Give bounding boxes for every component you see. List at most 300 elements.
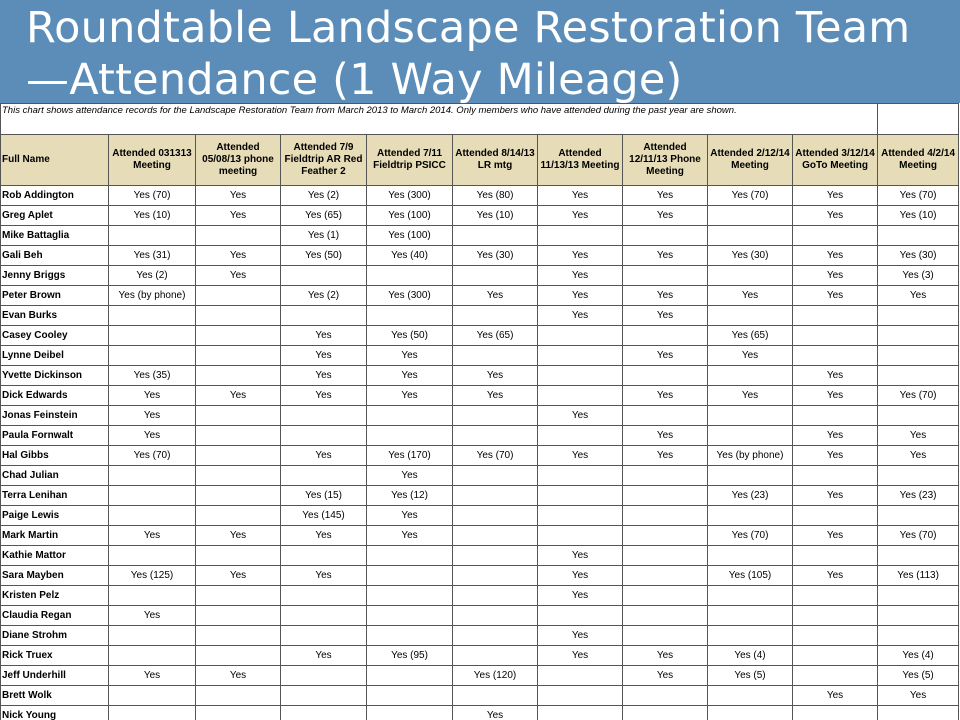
attendance-cell xyxy=(196,626,281,646)
table-row xyxy=(1,606,959,626)
column-header: Full Name xyxy=(1,135,109,186)
attendance-cell: Yes xyxy=(453,366,538,386)
attendance-cell: Yes xyxy=(281,326,367,346)
attendance-cell xyxy=(538,346,623,366)
attendance-cell: Yes (10) xyxy=(878,206,959,226)
attendance-cell: Yes xyxy=(367,526,453,546)
attendance-cell: Yes xyxy=(623,346,708,366)
attendance-cell xyxy=(708,366,793,386)
table-row xyxy=(1,366,959,386)
attendance-cell xyxy=(196,306,281,326)
attendance-cell: Yes xyxy=(538,646,623,666)
attendance-cell: Yes xyxy=(793,426,878,446)
attendance-cell: Yes xyxy=(623,306,708,326)
attendance-cell xyxy=(793,706,878,720)
attendance-cell: Yes (12) xyxy=(367,486,453,506)
attendance-cell: Yes (125) xyxy=(109,566,196,586)
attendance-cell: Yes (100) xyxy=(367,226,453,246)
attendance-cell xyxy=(453,526,538,546)
table-row xyxy=(1,546,959,566)
attendance-cell xyxy=(281,306,367,326)
attendance-cell xyxy=(367,306,453,326)
table-row xyxy=(1,286,959,306)
attendance-cell: Yes (70) xyxy=(109,446,196,466)
attendance-cell: Yes (30) xyxy=(708,246,793,266)
attendance-cell xyxy=(538,466,623,486)
attendance-cell xyxy=(109,546,196,566)
attendance-cell xyxy=(878,346,959,366)
attendance-cell xyxy=(538,686,623,706)
column-header: Attended 11/13/13 Meeting xyxy=(538,135,623,186)
table-row xyxy=(1,266,959,286)
attendance-cell xyxy=(793,666,878,686)
attendance-cell xyxy=(538,506,623,526)
attendance-cell xyxy=(538,486,623,506)
attendance-cell: Yes xyxy=(793,526,878,546)
attendance-cell: Yes xyxy=(281,526,367,546)
attendance-cell: Yes (5) xyxy=(878,666,959,686)
attendance-cell: Yes xyxy=(109,666,196,686)
member-name-cell: Rob Addington xyxy=(1,186,109,206)
attendance-cell xyxy=(708,586,793,606)
attendance-cell xyxy=(453,306,538,326)
attendance-cell: Yes (65) xyxy=(708,326,793,346)
attendance-cell: Yes xyxy=(623,186,708,206)
table-body xyxy=(1,104,959,720)
attendance-cell xyxy=(196,646,281,666)
member-name-cell: Diane Strohm xyxy=(1,626,109,646)
attendance-cell xyxy=(708,266,793,286)
attendance-cell xyxy=(281,466,367,486)
header-row xyxy=(1,135,959,186)
attendance-cell xyxy=(196,586,281,606)
attendance-cell xyxy=(109,626,196,646)
attendance-cell xyxy=(708,406,793,426)
attendance-cell: Yes (113) xyxy=(878,566,959,586)
attendance-cell xyxy=(453,686,538,706)
table-row xyxy=(1,586,959,606)
attendance-cell: Yes xyxy=(623,206,708,226)
attendance-cell: Yes (by phone) xyxy=(708,446,793,466)
attendance-cell: Yes xyxy=(878,426,959,446)
member-name-cell: Rick Truex xyxy=(1,646,109,666)
attendance-cell: Yes xyxy=(281,566,367,586)
attendance-cell: Yes xyxy=(793,446,878,466)
attendance-cell xyxy=(196,686,281,706)
attendance-cell xyxy=(623,366,708,386)
attendance-cell: Yes (4) xyxy=(878,646,959,666)
attendance-cell xyxy=(708,206,793,226)
member-name-cell: Brett Wolk xyxy=(1,686,109,706)
attendance-cell: Yes (70) xyxy=(708,526,793,546)
member-name-cell: Dick Edwards xyxy=(1,386,109,406)
attendance-cell: Yes xyxy=(793,266,878,286)
attendance-cell xyxy=(196,286,281,306)
attendance-cell: Yes (170) xyxy=(367,446,453,466)
attendance-cell xyxy=(878,706,959,720)
attendance-cell xyxy=(453,466,538,486)
attendance-cell xyxy=(367,626,453,646)
attendance-cell xyxy=(109,586,196,606)
member-name-cell: Nick Young xyxy=(1,706,109,720)
attendance-cell: Yes (35) xyxy=(109,366,196,386)
attendance-cell: Yes (70) xyxy=(708,186,793,206)
member-name-cell: Paula Fornwalt xyxy=(1,426,109,446)
attendance-cell: Yes (105) xyxy=(708,566,793,586)
attendance-cell: Yes xyxy=(196,666,281,686)
attendance-cell xyxy=(367,566,453,586)
attendance-cell xyxy=(367,686,453,706)
attendance-cell xyxy=(281,706,367,720)
attendance-cell: Yes xyxy=(793,486,878,506)
attendance-cell xyxy=(281,626,367,646)
attendance-cell xyxy=(109,306,196,326)
attendance-cell xyxy=(878,326,959,346)
attendance-cell: Yes (65) xyxy=(281,206,367,226)
table-row xyxy=(1,326,959,346)
table-row xyxy=(1,426,959,446)
attendance-cell xyxy=(367,666,453,686)
attendance-cell xyxy=(623,526,708,546)
member-name-cell: Yvette Dickinson xyxy=(1,366,109,386)
attendance-cell xyxy=(623,586,708,606)
member-name-cell: Hal Gibbs xyxy=(1,446,109,466)
attendance-cell: Yes xyxy=(281,366,367,386)
page-title: Roundtable Landscape Restoration Team—Attendance (1 Way Mileage) xyxy=(26,3,911,103)
attendance-cell xyxy=(453,506,538,526)
attendance-cell xyxy=(878,226,959,246)
attendance-cell: Yes xyxy=(793,286,878,306)
column-header: Attended 05/08/13 phone meeting xyxy=(196,135,281,186)
column-header: Attended 8/14/13 LR mtg xyxy=(453,135,538,186)
attendance-cell: Yes xyxy=(281,646,367,666)
attendance-cell xyxy=(109,686,196,706)
attendance-cell: Yes xyxy=(538,266,623,286)
attendance-cell xyxy=(708,506,793,526)
attendance-cell: Yes (50) xyxy=(367,326,453,346)
attendance-cell: Yes xyxy=(538,406,623,426)
attendance-cell xyxy=(708,426,793,446)
attendance-cell xyxy=(196,326,281,346)
attendance-cell xyxy=(793,586,878,606)
member-name-cell: Terra Lenihan xyxy=(1,486,109,506)
attendance-cell xyxy=(367,266,453,286)
attendance-cell xyxy=(281,666,367,686)
column-header: Attended 3/12/14 GoTo Meeting xyxy=(793,135,878,186)
attendance-cell xyxy=(878,626,959,646)
attendance-cell: Yes (50) xyxy=(281,246,367,266)
column-header: Attended 2/12/14 Meeting xyxy=(708,135,793,186)
attendance-cell: Yes xyxy=(793,246,878,266)
table-row xyxy=(1,186,959,206)
attendance-cell: Yes xyxy=(367,466,453,486)
attendance-cell: Yes xyxy=(109,526,196,546)
attendance-cell xyxy=(196,466,281,486)
member-name-cell: Greg Aplet xyxy=(1,206,109,226)
attendance-sheet xyxy=(0,103,960,720)
attendance-cell xyxy=(453,606,538,626)
attendance-cell xyxy=(281,426,367,446)
attendance-cell xyxy=(367,606,453,626)
attendance-cell xyxy=(708,306,793,326)
attendance-cell xyxy=(708,626,793,646)
attendance-cell xyxy=(196,426,281,446)
attendance-cell: Yes xyxy=(281,346,367,366)
attendance-cell xyxy=(196,606,281,626)
attendance-cell xyxy=(708,706,793,720)
table-row xyxy=(1,506,959,526)
attendance-cell xyxy=(623,406,708,426)
table-row xyxy=(1,526,959,546)
attendance-cell xyxy=(538,366,623,386)
attendance-cell xyxy=(109,646,196,666)
attendance-cell xyxy=(538,426,623,446)
attendance-cell: Yes (30) xyxy=(453,246,538,266)
attendance-cell xyxy=(623,566,708,586)
attendance-cell xyxy=(281,406,367,426)
member-name-cell: Chad Julian xyxy=(1,466,109,486)
attendance-cell xyxy=(109,346,196,366)
attendance-cell: Yes xyxy=(793,686,878,706)
attendance-cell xyxy=(453,226,538,246)
attendance-cell: Yes xyxy=(538,246,623,266)
attendance-cell xyxy=(453,546,538,566)
attendance-cell: Yes (5) xyxy=(708,666,793,686)
attendance-cell: Yes (80) xyxy=(453,186,538,206)
attendance-cell xyxy=(109,466,196,486)
attendance-cell xyxy=(708,546,793,566)
attendance-cell: Yes xyxy=(453,386,538,406)
attendance-cell xyxy=(196,346,281,366)
description-blank-cell xyxy=(878,104,959,135)
attendance-cell xyxy=(793,226,878,246)
member-name-cell: Sara Mayben xyxy=(1,566,109,586)
column-header: Attended 7/11 Fieldtrip PSICC xyxy=(367,135,453,186)
attendance-cell: Yes (70) xyxy=(878,386,959,406)
attendance-cell xyxy=(538,606,623,626)
member-name-cell: Kathie Mattor xyxy=(1,546,109,566)
member-name-cell: Evan Burks xyxy=(1,306,109,326)
attendance-cell: Yes xyxy=(623,426,708,446)
attendance-cell: Yes xyxy=(196,186,281,206)
description-row xyxy=(1,104,959,135)
attendance-cell xyxy=(878,306,959,326)
attendance-cell: Yes xyxy=(538,206,623,226)
attendance-cell: Yes xyxy=(538,446,623,466)
attendance-cell: Yes (30) xyxy=(878,246,959,266)
attendance-cell xyxy=(793,506,878,526)
member-name-cell: Lynne Deibel xyxy=(1,346,109,366)
attendance-cell: Yes xyxy=(878,446,959,466)
attendance-cell xyxy=(196,546,281,566)
attendance-cell xyxy=(708,606,793,626)
attendance-cell xyxy=(793,346,878,366)
attendance-cell: Yes (15) xyxy=(281,486,367,506)
column-header: Attended 031313 Meeting xyxy=(109,135,196,186)
attendance-cell xyxy=(367,586,453,606)
attendance-cell xyxy=(623,266,708,286)
attendance-cell: Yes xyxy=(196,246,281,266)
description-text: This chart shows attendance records for the Landscape Restoration Team from March 2013 to March 2014. Only members who have attended during the past year are shown. xyxy=(1,104,878,135)
attendance-cell xyxy=(623,326,708,346)
attendance-cell xyxy=(196,446,281,466)
attendance-cell xyxy=(878,586,959,606)
attendance-cell xyxy=(453,406,538,426)
attendance-cell: Yes xyxy=(196,206,281,226)
attendance-cell: Yes xyxy=(109,606,196,626)
attendance-cell xyxy=(793,646,878,666)
attendance-cell: Yes xyxy=(538,546,623,566)
attendance-table xyxy=(0,103,959,720)
attendance-cell: Yes xyxy=(793,566,878,586)
attendance-cell: Yes (1) xyxy=(281,226,367,246)
attendance-cell xyxy=(453,266,538,286)
attendance-cell: Yes xyxy=(281,446,367,466)
attendance-cell: Yes (2) xyxy=(281,286,367,306)
attendance-cell: Yes (2) xyxy=(281,186,367,206)
attendance-cell xyxy=(878,546,959,566)
attendance-cell: Yes xyxy=(623,286,708,306)
attendance-cell xyxy=(196,406,281,426)
member-name-cell: Mike Battaglia xyxy=(1,226,109,246)
attendance-cell: Yes (300) xyxy=(367,286,453,306)
attendance-cell: Yes xyxy=(623,246,708,266)
member-name-cell: Casey Cooley xyxy=(1,326,109,346)
table-row xyxy=(1,346,959,366)
attendance-cell xyxy=(793,406,878,426)
attendance-cell xyxy=(281,266,367,286)
table-row xyxy=(1,446,959,466)
attendance-cell: Yes (300) xyxy=(367,186,453,206)
table-row xyxy=(1,646,959,666)
attendance-cell: Yes (4) xyxy=(708,646,793,666)
attendance-cell: Yes (145) xyxy=(281,506,367,526)
attendance-cell xyxy=(878,366,959,386)
attendance-cell xyxy=(623,466,708,486)
table-row xyxy=(1,706,959,720)
column-header: Attended 7/9 Fieldtrip AR Red Feather 2 xyxy=(281,135,367,186)
attendance-cell: Yes xyxy=(623,386,708,406)
attendance-cell: Yes xyxy=(109,426,196,446)
table-row xyxy=(1,246,959,266)
attendance-cell xyxy=(623,706,708,720)
attendance-cell: Yes xyxy=(367,366,453,386)
attendance-cell xyxy=(538,666,623,686)
member-name-cell: Mark Martin xyxy=(1,526,109,546)
attendance-cell xyxy=(281,546,367,566)
attendance-cell xyxy=(538,386,623,406)
attendance-cell xyxy=(538,326,623,346)
attendance-cell: Yes xyxy=(793,386,878,406)
attendance-cell: Yes xyxy=(708,346,793,366)
attendance-cell: Yes (10) xyxy=(453,206,538,226)
attendance-cell: Yes xyxy=(453,706,538,720)
attendance-cell xyxy=(793,326,878,346)
attendance-cell: Yes xyxy=(538,306,623,326)
attendance-cell: Yes xyxy=(367,386,453,406)
attendance-cell xyxy=(793,606,878,626)
member-name-cell: Jeff Underhill xyxy=(1,666,109,686)
attendance-cell: Yes xyxy=(196,386,281,406)
attendance-cell: Yes xyxy=(109,406,196,426)
attendance-cell xyxy=(793,626,878,646)
attendance-cell xyxy=(623,606,708,626)
attendance-cell xyxy=(109,506,196,526)
attendance-cell: Yes xyxy=(623,446,708,466)
attendance-cell: Yes (23) xyxy=(708,486,793,506)
attendance-cell xyxy=(453,586,538,606)
attendance-cell xyxy=(453,626,538,646)
attendance-cell: Yes xyxy=(793,206,878,226)
member-name-cell: Peter Brown xyxy=(1,286,109,306)
attendance-cell xyxy=(109,326,196,346)
attendance-cell: Yes (10) xyxy=(109,206,196,226)
attendance-cell: Yes xyxy=(538,286,623,306)
attendance-cell: Yes (by phone) xyxy=(109,286,196,306)
table-row xyxy=(1,626,959,646)
attendance-cell xyxy=(623,226,708,246)
table-row xyxy=(1,406,959,426)
attendance-cell xyxy=(453,346,538,366)
attendance-cell: Yes xyxy=(878,286,959,306)
attendance-cell xyxy=(367,706,453,720)
attendance-cell xyxy=(367,406,453,426)
attendance-cell xyxy=(538,226,623,246)
attendance-cell: Yes xyxy=(453,286,538,306)
attendance-cell: Yes xyxy=(196,566,281,586)
attendance-cell: Yes xyxy=(538,586,623,606)
attendance-cell: Yes (23) xyxy=(878,486,959,506)
attendance-cell: Yes xyxy=(109,386,196,406)
attendance-cell: Yes xyxy=(793,366,878,386)
attendance-cell xyxy=(196,506,281,526)
attendance-cell: Yes xyxy=(878,686,959,706)
attendance-cell xyxy=(453,486,538,506)
attendance-cell xyxy=(793,546,878,566)
attendance-cell xyxy=(538,706,623,720)
attendance-cell xyxy=(538,526,623,546)
attendance-cell xyxy=(708,466,793,486)
attendance-cell xyxy=(878,406,959,426)
column-header: Attended 12/11/13 Phone Meeting xyxy=(623,135,708,186)
member-name-cell: Jenny Briggs xyxy=(1,266,109,286)
member-name-cell: Kristen Pelz xyxy=(1,586,109,606)
attendance-cell xyxy=(623,626,708,646)
table-row xyxy=(1,486,959,506)
attendance-cell: Yes xyxy=(623,666,708,686)
attendance-cell: Yes (120) xyxy=(453,666,538,686)
attendance-cell: Yes (31) xyxy=(109,246,196,266)
attendance-cell xyxy=(623,486,708,506)
table-row xyxy=(1,226,959,246)
attendance-cell xyxy=(367,426,453,446)
attendance-cell xyxy=(623,686,708,706)
attendance-cell xyxy=(878,466,959,486)
attendance-cell: Yes xyxy=(367,506,453,526)
attendance-cell xyxy=(623,546,708,566)
attendance-cell xyxy=(708,686,793,706)
attendance-cell: Yes xyxy=(708,286,793,306)
attendance-cell xyxy=(793,306,878,326)
member-name-cell: Claudia Regan xyxy=(1,606,109,626)
attendance-cell: Yes xyxy=(538,566,623,586)
attendance-cell xyxy=(793,466,878,486)
member-name-cell: Gali Beh xyxy=(1,246,109,266)
attendance-cell: Yes xyxy=(793,186,878,206)
attendance-cell xyxy=(453,646,538,666)
title-bar xyxy=(0,0,960,103)
attendance-cell: Yes xyxy=(196,266,281,286)
